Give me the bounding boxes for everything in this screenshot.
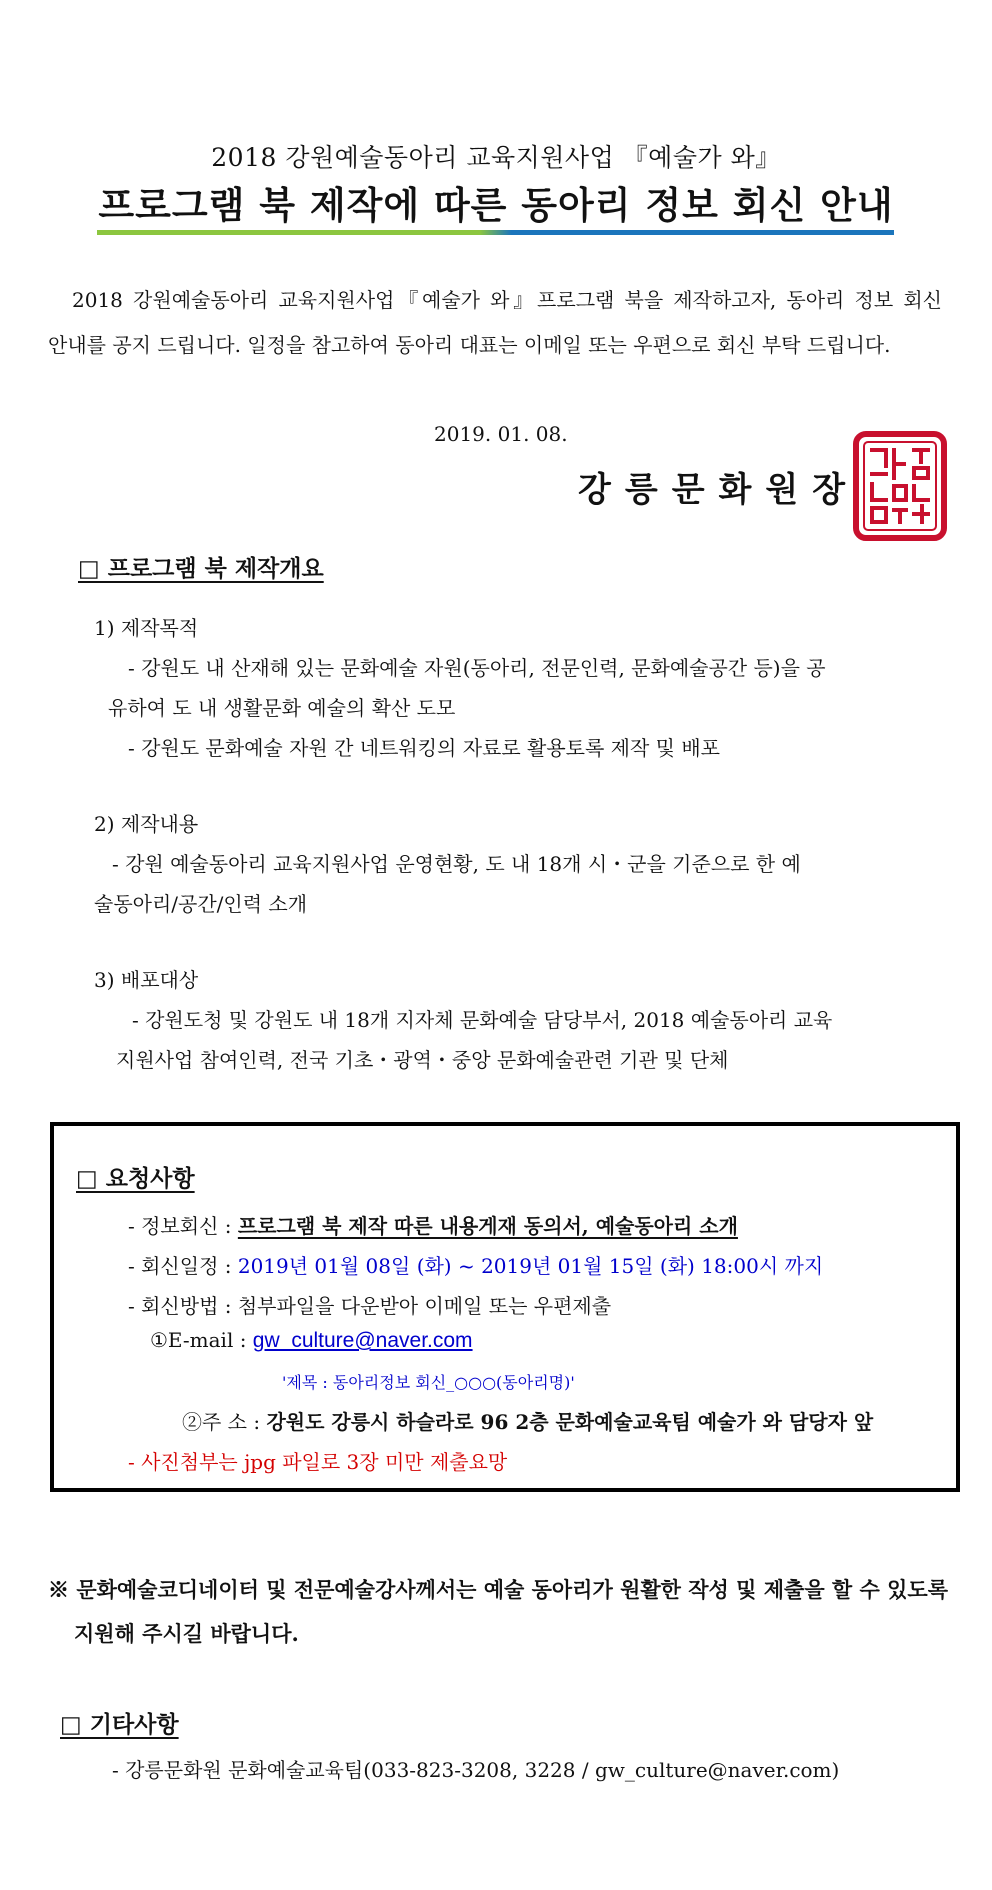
reply-schedule-label: - 회신일정 :	[128, 1254, 238, 1278]
distribution-title: 3) 배포대상	[94, 968, 199, 992]
intro-paragraph: 2018 강원예술동아리 교육지원사업『예술가 와』프로그램 북을 제작하고자, 동아리 정보 회신 안내를 공지 드립니다. 일정을 참고하여 동아리 대표는 이메일 또는 우편으로 회신 부탁 드립니다.	[48, 288, 942, 357]
email-row	[150, 1328, 473, 1353]
reply-schedule-row	[128, 1250, 823, 1279]
official-seal-icon	[852, 430, 948, 542]
address-value: 강원도 강릉시 하슬라로 96 2층 문화예술교육팀 예술가 와 담당자 앞	[266, 1410, 874, 1434]
other-heading: □ 기타사항	[60, 1711, 179, 1738]
issuer-signature: 강릉문화원장	[578, 470, 860, 510]
email-label: ①E-mail :	[150, 1328, 253, 1352]
distribution-line: - 강원도청 및 강원도 내 18개 지자체 문화예술 담당부서, 2018 예술동아리 교육	[132, 1008, 833, 1032]
reply-method-row: - 회신방법 : 첨부파일을 다운받아 이메일 또는 우편제출	[128, 1294, 612, 1318]
purpose-line: - 강원도 내 산재해 있는 문화예술 자원(동아리, 전문인력, 문화예술공간 등)을 공	[128, 656, 826, 680]
reply-schedule-value: 2019년 01월 08일 (화) ~ 2019년 01월 15일 (화) 18:00시 까지	[237, 1254, 824, 1278]
contact-info: - 강릉문화원 문화예술교육팀(033-823-3208, 3228 / gw_culture@naver.com)	[112, 1758, 840, 1782]
purpose-line: - 강원도 문화예술 자원 간 네트워킹의 자료로 활용토록 제작 및 배포	[128, 736, 720, 760]
info-reply-label: - 정보회신 :	[128, 1214, 238, 1238]
address-row	[182, 1406, 873, 1435]
email-link[interactable]: gw_culture@naver.com	[252, 1329, 473, 1352]
email-subject-note: '제목 : 동아리정보 회신_○○○(동아리명)'	[282, 1373, 575, 1392]
purpose-line: 유하여 도 내 생활문화 예술의 확산 도모	[108, 696, 456, 720]
photo-requirement-note: - 사진첨부는 jpg 파일로 3장 미만 제출요망	[128, 1450, 508, 1474]
content-line: - 강원 예술동아리 교육지원사업 운영현황, 도 내 18개 시・군을 기준으로 한 예	[112, 852, 801, 876]
purpose-title: 1) 제작목적	[94, 616, 199, 640]
overview-heading: □ 프로그램 북 제작개요	[78, 555, 324, 582]
distribution-line: 지원사업 참여인력, 전국 기초・광역・중앙 문화예술관련 기관 및 단체	[116, 1048, 729, 1072]
document-subtitle: 2018 강원예술동아리 교육지원사업 『예술가 와』	[211, 143, 781, 172]
request-heading: □ 요청사항	[76, 1165, 195, 1192]
info-reply-value: 프로그램 북 제작 따른 내용게재 동의서, 예술동아리 소개	[237, 1214, 738, 1238]
document-title: 프로그램 북 제작에 따른 동아리 정보 회신 안내	[98, 183, 894, 227]
coordinator-notice: ※ 문화예술코디네이터 및 전문예술강사께서는 예술 동아리가 원활한 작성 및 제출을 할 수 있도록 지원해 주시길 바랍니다.	[48, 1577, 948, 1646]
content-title: 2) 제작내용	[94, 812, 199, 836]
title-underline-bar	[97, 230, 894, 235]
document-date: 2019. 01. 08.	[434, 422, 568, 446]
content-line: 술동아리/공간/인력 소개	[94, 892, 308, 916]
address-label: ②주 소 :	[182, 1410, 267, 1434]
info-reply-row	[128, 1210, 738, 1239]
